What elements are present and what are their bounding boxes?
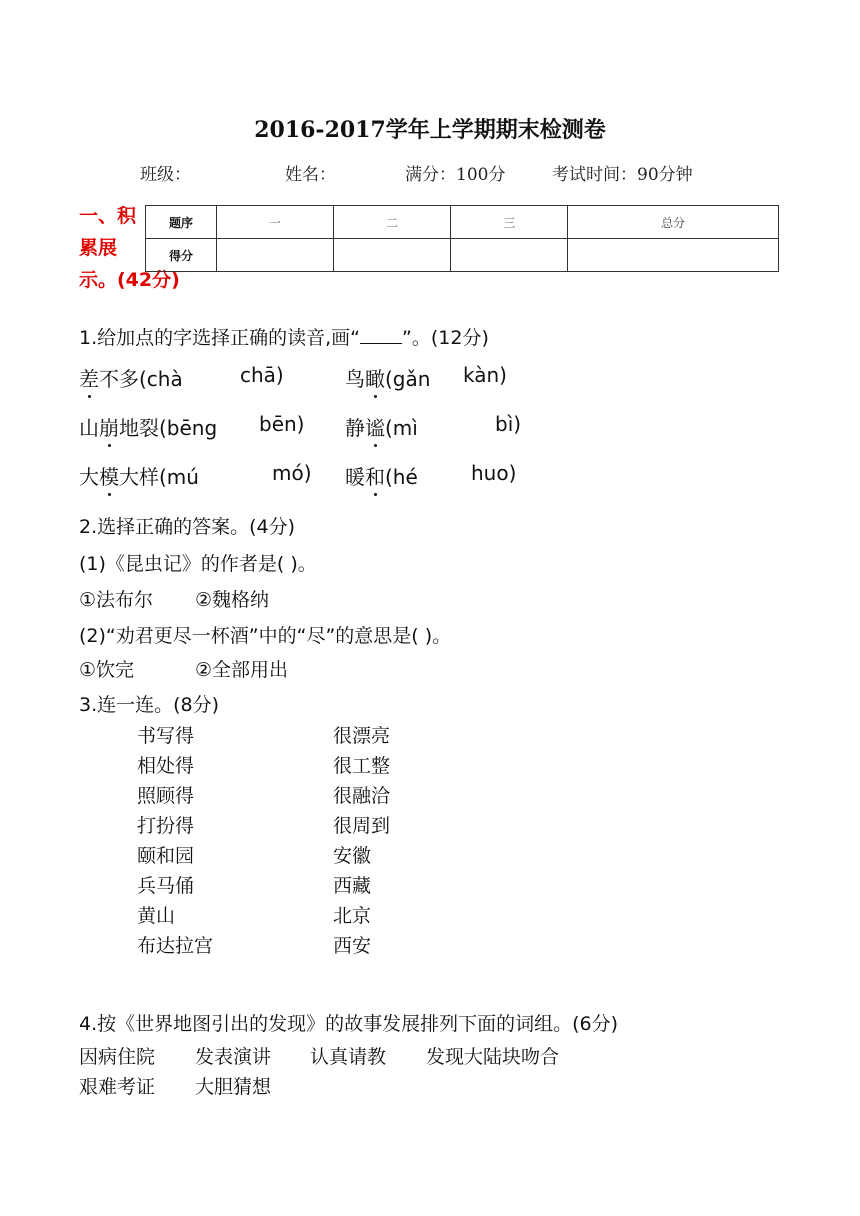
exam-time-label: 考试时间：90分钟 [552,165,693,185]
score-input-cell[interactable] [568,239,779,272]
underline-blank [360,327,402,344]
word-group: 发现大陆块吻合 [426,1046,560,1068]
match-item-left[interactable]: 颐和园 [137,845,195,867]
dotted-char: 崩 [99,412,119,441]
section-heading-part2: 示。(42分) [79,269,180,291]
pinyin-option[interactable]: (mì [385,416,418,440]
pinyin-option[interactable]: (chà [139,367,183,391]
match-item-left[interactable]: 照顾得 [137,785,195,807]
class-label: 班级： [140,165,191,185]
match-item-right[interactable]: 很漂亮 [333,725,391,747]
word-part: 不多 [99,367,139,391]
dotted-char: 瞰 [365,363,385,392]
word-group: 因病住院 [79,1046,156,1068]
match-item-right[interactable]: 西安 [333,935,372,957]
word-group: 艰难考证 [79,1076,156,1098]
table-cell: 二 [334,206,451,239]
dotted-char: 模 [99,461,119,490]
pinyin-option[interactable]: (mú [159,465,199,489]
pinyin-option[interactable]: (hé [385,465,418,489]
question-3-title: 3.连一连。(8分) [79,694,220,716]
match-item-left[interactable]: 兵马俑 [137,875,195,897]
answer-option[interactable]: ②魏格纳 [195,589,270,611]
pinyin-item [345,461,418,490]
match-item-right[interactable]: 西藏 [333,875,372,897]
table-row [146,239,779,272]
score-input-cell[interactable] [334,239,451,272]
pinyin-option[interactable]: huo) [471,461,517,485]
answer-option[interactable]: ②全部用出 [195,659,289,681]
pinyin-option[interactable]: kàn) [463,363,507,387]
table-cell: 题序 [146,206,217,239]
word-part: 静 [345,416,365,440]
question-2-title: 2.选择正确的答案。(4分) [79,516,296,538]
score-table [145,205,779,272]
pinyin-item [345,412,418,441]
question-1-title [79,323,489,350]
question-1-title-a: 1.给加点的字选择正确的读音,画“ [79,327,361,349]
page-title: 2016-2017学年上学期期末检测卷 [254,117,606,143]
question-2-sub1: (1)《昆虫记》的作者是( )。 [79,553,317,575]
word-part: 地裂 [119,416,159,440]
match-left-column [137,721,213,961]
word-group: 发表演讲 [195,1046,272,1068]
match-item-left[interactable]: 相处得 [137,755,195,777]
table-cell: 一 [217,206,334,239]
table-cell: 三 [451,206,568,239]
match-item-right[interactable]: 很工整 [333,755,391,777]
match-item-left[interactable]: 书写得 [137,725,195,747]
dotted-char: 谧 [365,412,385,441]
match-item-left[interactable]: 布达拉宫 [137,935,214,957]
word-group: 大胆猜想 [195,1076,272,1098]
question-2-sub2: (2)“劝君更尽一杯酒”中的“尽”的意思是( )。 [79,625,452,647]
pinyin-item [79,412,217,441]
dotted-char: 差 [79,363,99,392]
table-row [146,206,779,239]
match-item-right[interactable]: 很周到 [333,815,391,837]
dotted-char: 和 [365,461,385,490]
pinyin-option[interactable]: mó) [272,461,312,485]
word-part: 鸟 [345,367,365,391]
score-input-cell[interactable] [217,239,334,272]
word-group: 认真请教 [310,1046,387,1068]
pinyin-item [79,461,199,490]
word-part: 暖 [345,465,365,489]
word-part: 大样 [119,465,159,489]
pinyin-option[interactable]: (bēng [159,416,218,440]
match-item-right[interactable]: 很融洽 [333,785,391,807]
pinyin-option[interactable]: chā) [240,363,284,387]
table-cell: 总分 [568,206,779,239]
table-cell: 得分 [146,239,217,272]
pinyin-option[interactable]: bì) [495,412,522,436]
match-right-column [333,721,390,961]
word-part: 山 [79,416,99,440]
question-1-title-b: ”。(12分) [402,327,489,349]
pinyin-item [79,363,183,392]
match-item-left[interactable]: 黄山 [137,905,176,927]
question-4-title: 4.按《世界地图引出的发现》的故事发展排列下面的词组。(6分) [79,1013,619,1035]
word-part: 大 [79,465,99,489]
match-item-left[interactable]: 打扮得 [137,815,195,837]
match-item-right[interactable]: 北京 [333,905,372,927]
pinyin-item [345,363,430,392]
answer-option[interactable]: ①法布尔 [79,589,154,611]
match-item-right[interactable]: 安徽 [333,845,372,867]
score-input-cell[interactable] [451,239,568,272]
section-heading [79,200,180,296]
answer-option[interactable]: ①饮完 [79,659,135,681]
section-heading-part1: 一、积累展 [79,205,137,259]
pinyin-option[interactable]: bēn) [259,412,305,436]
name-label: 姓名： [285,165,336,185]
full-score-label: 满分：100分 [405,165,506,185]
pinyin-option[interactable]: (gǎn [385,367,431,391]
